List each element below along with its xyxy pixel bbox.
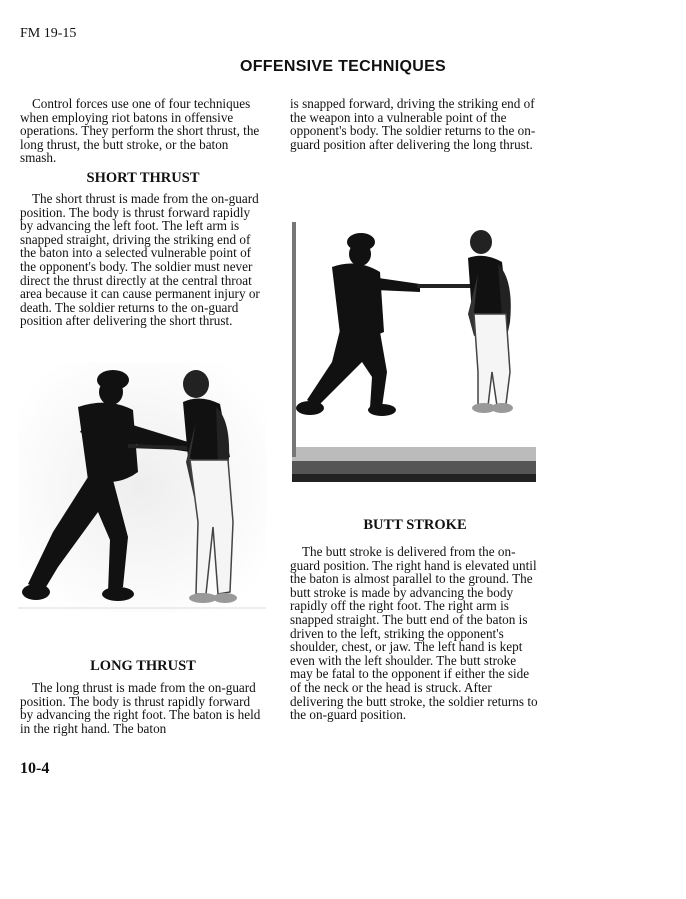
long-thrust-photo	[292, 222, 536, 482]
butt-stroke-heading: BUTT STROKE	[363, 517, 467, 533]
page-number: 10-4	[20, 760, 50, 777]
long-thrust-continuation: is snapped forward, driving the striking end of the weapon into a vulnerable point of the opponent's body. The soldier returns to the on-guard position after delivering the long thrust.	[290, 96, 536, 152]
short-thrust-paragraph: The short thrust is made from the on-guard position. The body is thrust forward rapidly by advancing the left foot. The left arm is snapped straight, driving the striking end of the baton into a selected vulnerable point of the opponent's body. The soldier must never direct the thrust directly at the central throat area because it can cause permanent injury or death. The soldier returns to the on-guard position after delivering the short thrust.	[20, 191, 260, 329]
intro-paragraph: Control forces use one of four techniques when employing riot batons in offensive operations. They perform the short thrust, the long thrust, the butt stroke, or the baton smash.	[20, 96, 260, 166]
manual-code: FM 19-15	[20, 26, 77, 41]
page-title: OFFENSIVE TECHNIQUES	[239, 58, 447, 75]
short-thrust-photo	[18, 362, 266, 612]
butt-stroke-paragraph: The butt stroke is delivered from the on-guard position. The right hand is elevated until the baton is almost parallel to the ground. The butt stroke is made by advancing the body rapidly off the right foot. The right arm is snapped straight. The butt end of the baton is driven to the left, striking the opponent's shoulder, chest, or jaw. The left hand is kept even with the left shoulder. The butt stroke may be fatal to the opponent if either the side of the neck or the head is struck. After delivering the butt stroke, the soldier returns to the on-guard position.	[290, 544, 538, 723]
short-thrust-heading: SHORT THRUST	[86, 170, 200, 186]
long-thrust-paragraph: The long thrust is made from the on-guard position. The body is thrust rapidly forward by advancing the right foot. The baton is held in the right hand. The baton	[20, 680, 261, 736]
long-thrust-heading: LONG THRUST	[90, 658, 196, 674]
